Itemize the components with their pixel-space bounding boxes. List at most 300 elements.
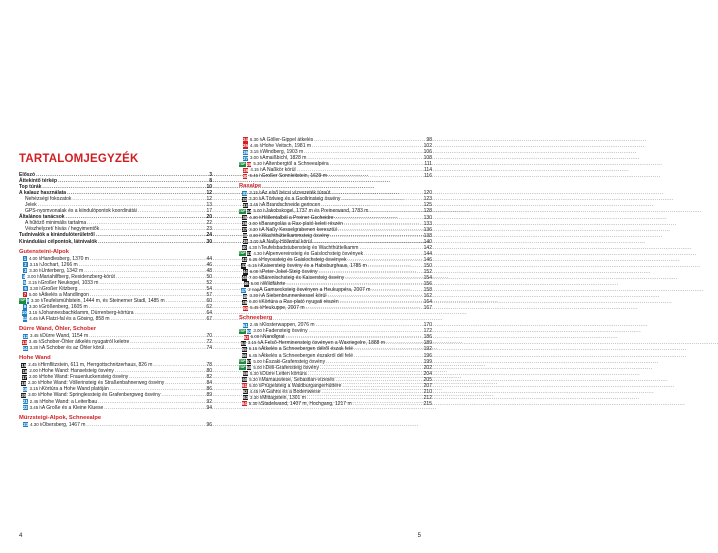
tour-duration: 2 nap xyxy=(248,287,260,293)
page-ref: 164 xyxy=(423,299,432,306)
page-number-left: 4 xyxy=(19,533,23,539)
tour-name: Obersberg, 1467 m xyxy=(42,421,86,428)
tour-duration: 3.30 h xyxy=(249,232,262,238)
page-ref: 152 xyxy=(423,268,432,275)
tour-number-badge: 25 xyxy=(243,143,248,149)
tour-duration: 6.25 h xyxy=(248,256,262,262)
tour-duration: 3.00 h xyxy=(27,273,40,279)
page-ref: 3 xyxy=(209,172,212,178)
tour-name: Amaißbichl, 1828 m xyxy=(262,155,307,162)
tour-name: Wildfährte xyxy=(262,281,286,288)
tour-duration: 5.00 h xyxy=(253,208,266,214)
tour-duration: 5.45 h xyxy=(250,305,263,311)
tour-number-badge: 19 xyxy=(22,386,28,392)
tour-name: A Große és a Kleine Kluese xyxy=(41,404,104,411)
tour-duration: 5.30 h xyxy=(253,161,266,167)
tour-name: Nandlgrat xyxy=(262,334,285,341)
page-ref: 120 xyxy=(423,190,432,197)
tour-duration: 3.45 h xyxy=(28,339,42,345)
top-badge: TOP xyxy=(239,161,246,166)
page-ref: 62 xyxy=(206,303,212,310)
entry-title: Kirándulási célpontok, látnivalók xyxy=(19,238,98,245)
tour-number-badge: 55 xyxy=(241,346,247,352)
tour-name: Höllentalból a Preiner Gscheidre xyxy=(261,214,334,221)
tour-number-badge: 61 xyxy=(242,383,248,389)
page-ref: 158 xyxy=(423,287,432,294)
tour-number-badge: 41 xyxy=(246,251,252,257)
tour-duration: 6.00 h xyxy=(249,299,262,305)
page-ref: 167 xyxy=(423,305,432,312)
entry-title: Jelek xyxy=(25,202,37,209)
page-ref: 116 xyxy=(424,173,432,180)
tour-number-badge: 47 xyxy=(241,287,247,293)
page-ref: 136 xyxy=(423,226,432,233)
tour-number-badge: 2 xyxy=(24,262,27,268)
tour-duration: 3.30 h xyxy=(250,394,263,400)
page-ref: 12 xyxy=(206,196,212,203)
page-ref: 12 xyxy=(206,190,212,197)
page-ref: 98 xyxy=(426,137,432,143)
tour-number-badge: 60 xyxy=(242,377,248,383)
tour-name: Hirnflitzstein, 611 m, Herrgottschnitzerhaus, 826 m xyxy=(40,362,153,369)
tour-duration: 3.15 h xyxy=(249,190,262,196)
page-ref: 44 xyxy=(206,255,212,262)
tour-number-badge: 5 xyxy=(23,280,26,286)
tour-duration: 3.00 h xyxy=(28,392,41,398)
tour-duration: 2.45 h xyxy=(29,398,43,404)
tour-number-badge: 31 xyxy=(242,190,248,196)
tour-name: Klosterwappen, 2076 m xyxy=(262,322,315,329)
dot-leader xyxy=(105,345,205,351)
tour-name: A Brandschneide gerincen xyxy=(261,202,321,209)
tour-number-badge: 8 xyxy=(26,298,29,304)
page-ref: 202 xyxy=(423,364,432,371)
page-ref: 106 xyxy=(423,149,432,156)
tour-duration: 3.15 h xyxy=(29,386,42,392)
tour-name: Fadensteig ösvény xyxy=(265,328,308,335)
page-ref: 10 xyxy=(206,184,212,191)
page-ref: 13 xyxy=(206,202,212,209)
page-ref: 57 xyxy=(206,291,212,298)
tour-duration: 3.15 h xyxy=(28,279,41,285)
tour-number-badge: 16 xyxy=(22,368,28,374)
page-ref: 144 xyxy=(423,250,432,257)
tour-duration: 3.00 h xyxy=(253,328,266,334)
page-ref: 64 xyxy=(206,309,212,316)
entry-title: Általános tanácsok xyxy=(19,214,65,221)
page-ref: 8 xyxy=(209,178,212,185)
tour-name: Bärenlochsteig és Kaisersteig ösvény xyxy=(261,274,345,281)
tour-number-badge: 57 xyxy=(246,358,252,364)
tour-number-badge: 4 xyxy=(22,274,26,280)
page-ref: 80 xyxy=(206,368,212,375)
tour-number-badge: 15 xyxy=(21,362,27,368)
tour-name: Mamauwiese, Sebastian-vízesés xyxy=(261,376,335,383)
page-ref: 150 xyxy=(423,262,432,269)
page-ref: 196 xyxy=(423,352,432,359)
tour-name: A Schober és az Öhler körül xyxy=(41,345,105,352)
tour-number-badge: 46 xyxy=(243,281,249,287)
tour-name: Körtúra a Rax-plató nyugati részén xyxy=(261,299,339,306)
tour-number-badge: 26 xyxy=(243,149,249,155)
tour-number-badge: 48 xyxy=(242,293,248,299)
page-ref: 102 xyxy=(423,143,432,150)
tour-name: Hohe Wand: Frauenluckensteig ösvény xyxy=(41,374,129,381)
toc-entry-tour[interactable] xyxy=(19,405,212,411)
tour-number-badge: 14 xyxy=(22,345,28,351)
page-ref: 189 xyxy=(423,340,432,347)
tour-number-badge: 27 xyxy=(243,155,249,161)
tour-duration: 5.00 h xyxy=(253,364,266,370)
page-ref: 94 xyxy=(206,404,212,411)
tour-number-badge: 12 xyxy=(23,333,29,339)
tour-name: Teufelsbadstubensteig és Wachthüttelkamm xyxy=(260,244,359,251)
tour-name: A Flatzi-fal és a Gösing, 858 m xyxy=(41,316,110,323)
tour-number-badge: 37 xyxy=(242,227,248,233)
tour-number-badge: 22 xyxy=(22,404,28,410)
page-ref: 156 xyxy=(423,281,432,288)
toc-entry-tour[interactable] xyxy=(19,345,212,351)
tour-name: Hohe Wand: Hanselsteig ösvény xyxy=(41,368,114,375)
tour-number-badge: 23 xyxy=(23,422,29,428)
tour-number-badge: 28 xyxy=(246,161,252,167)
toc-entry[interactable] xyxy=(19,239,212,245)
page-ref: 72 xyxy=(206,339,212,346)
tour-duration: 5.30 h xyxy=(249,376,262,382)
tour-duration: 2.45 h xyxy=(249,322,263,328)
tour-number-badge: 3 xyxy=(24,268,27,274)
tour-name: Dürre Wand, 1154 m xyxy=(42,333,89,340)
tour-duration: 3.30 h xyxy=(249,226,262,232)
tour-name: Wachthüttelkammsteig ösvény xyxy=(261,232,330,239)
tour-number-badge: 40 xyxy=(241,245,247,251)
tour-duration: 3.30 h xyxy=(249,293,262,299)
entry-title: Tudnivalók a kirándulóterületről xyxy=(19,232,95,239)
tour-duration: 4.45 h xyxy=(29,316,42,322)
toc-entry-tour[interactable] xyxy=(19,316,212,322)
section-heading: Dürre Wand, Öhler, Schober xyxy=(19,326,97,333)
tour-number-badge: 42 xyxy=(242,257,247,263)
tour-number-badge: 45 xyxy=(242,275,247,281)
dot-leader xyxy=(353,401,423,407)
tour-number-badge: 18 xyxy=(21,380,26,386)
tour-duration: 4.45 h xyxy=(249,388,262,394)
page-ref: 52 xyxy=(206,279,212,286)
tour-name: A Naßkör körül xyxy=(262,167,296,174)
page-ref: 67 xyxy=(206,316,212,323)
tour-name: Windberg, 1903 m xyxy=(262,149,304,156)
page-ref: 162 xyxy=(423,293,432,300)
top-badge: TOP xyxy=(239,251,246,256)
tour-number-badge: 39 xyxy=(242,239,248,245)
tour-number-badge: 36 xyxy=(242,220,248,226)
page-ref: 170 xyxy=(423,322,432,329)
tour-duration: 6.15 h xyxy=(248,346,261,352)
page-ref: 108 xyxy=(423,155,432,162)
tour-name: A Siebenbrunnenkessel körül xyxy=(261,293,327,300)
tour-duration: 4.00 h xyxy=(28,255,42,261)
entry-title: Top túrák xyxy=(19,184,42,191)
tour-name: Átkelés a Schneebergen délről észak felé xyxy=(260,346,353,353)
page-ref: 82 xyxy=(206,374,212,381)
page-ref: 20 xyxy=(206,214,212,221)
tour-duration: 5.00 h xyxy=(28,291,42,297)
page-ref: 89 xyxy=(206,392,212,399)
page-ref: 123 xyxy=(423,196,432,203)
page-ref: 30 xyxy=(206,238,212,245)
top-badge: TOP xyxy=(239,328,246,333)
page-ref: 215 xyxy=(423,400,432,407)
tour-duration: 5.00 h xyxy=(250,281,263,287)
toc-entry-tour[interactable] xyxy=(239,305,432,311)
dot-leader xyxy=(104,405,205,411)
tour-name: Hoyossteig és Gaislochsteig ösvények xyxy=(261,256,347,263)
tour-duration: 2.00 h xyxy=(29,368,42,374)
tour-duration: 4.30 h xyxy=(253,250,266,256)
page-ref: 74 xyxy=(206,345,212,352)
page-ref: 142 xyxy=(423,244,432,251)
page-ref: 133 xyxy=(423,220,432,227)
tour-duration: 5.00 h xyxy=(249,382,262,388)
tour-name: Großer Neukogel, 1033 m xyxy=(40,279,99,286)
page-ref: 78 xyxy=(206,362,212,369)
tour-duration: 5.45 h xyxy=(249,173,262,179)
top-badge: TOP xyxy=(19,298,26,303)
entry-title: Vészhelyzet/ hívás / hegyimentők xyxy=(25,226,100,233)
tour-name: Handlesberg, 1370 m xyxy=(41,255,89,262)
tour-duration: 3.45 h xyxy=(30,333,43,339)
tour-name: Hohe Wand: a Leiterlbau xyxy=(42,398,98,405)
section-heading: Schneeberg xyxy=(239,315,273,322)
tour-number-badge: 29 xyxy=(243,167,249,173)
tour-name: Mittagstein, 1301 m xyxy=(262,394,306,401)
tour-name: Johannesbachklamm, Dürrenberg-körtúra xyxy=(41,309,134,316)
tour-duration: 3.45 h xyxy=(249,202,262,208)
tour-duration: 5.30 h xyxy=(248,400,261,406)
tour-number-badge: 35 xyxy=(242,214,248,220)
tour-name: Körtúra a Hohe Wand platóján xyxy=(41,386,109,393)
page-number-right: 5 xyxy=(417,533,421,539)
tour-duration: 7.00 h xyxy=(248,274,262,280)
tour-duration: 6.00 h xyxy=(250,334,263,340)
tour-number-badge: 54 xyxy=(241,340,246,346)
page-ref: 205 xyxy=(423,376,432,383)
page-ref: 138 xyxy=(423,232,432,239)
tour-duration: 4.45 h xyxy=(249,143,263,149)
tour-name: A Gamsecksteig ösvényen a Heukuppéra, 2007 m xyxy=(259,287,371,294)
page-ref: 192 xyxy=(423,346,432,353)
page-ref: 17 xyxy=(206,208,212,215)
tour-name: Mariahilfberg, Residenzberg-körút xyxy=(39,273,115,280)
page-ref: 54 xyxy=(206,285,212,292)
tour-name: A Törlweg és a Gsollrinsteig ösvény xyxy=(261,196,341,203)
tour-duration: 3.15 h xyxy=(250,149,263,155)
tour-number-badge: 7 xyxy=(23,292,27,298)
page-ref: 172 xyxy=(423,328,432,335)
page-ref: 96 xyxy=(206,421,212,428)
tour-duration: 6.45 h xyxy=(248,352,261,358)
tour-name: Az első bécsi vízvezeték túraút xyxy=(261,190,331,197)
tour-number-badge: 9 xyxy=(23,304,27,310)
toc-entry-tour[interactable] xyxy=(19,422,212,428)
top-badge: TOP xyxy=(239,365,246,370)
tour-number-badge: 56 xyxy=(241,352,247,358)
tour-name: Heukuppe, 2007 m xyxy=(262,305,305,312)
entry-title: Áttekintő térkép xyxy=(19,178,58,185)
page-ref: 210 xyxy=(423,388,432,395)
page-ref: 199 xyxy=(423,358,432,365)
tour-duration: 4.30 h xyxy=(30,421,43,427)
tour-duration: 6.15 h xyxy=(248,262,261,268)
tour-number-badge: 13 xyxy=(22,339,27,345)
dot-leader xyxy=(86,422,205,428)
tour-name: Hohe Wand: Völlerinsteig és Straßenbahnerweg ösvény xyxy=(40,380,165,387)
tour-number-badge: 34 xyxy=(246,208,252,214)
tour-name: Hohe Veitsch, 1981 m xyxy=(262,143,312,150)
tour-name: Hohe Wand: Springlessteig és Grafenbergweg ösvény xyxy=(40,392,161,399)
tour-name: Stadelwand, 1407 m, Hochgang, 1217 m xyxy=(261,400,352,407)
tour-number-badge: 49 xyxy=(242,299,248,305)
tour-number-badge: 17 xyxy=(22,374,27,380)
tour-duration: 3.15 h xyxy=(28,309,42,315)
tour-name: A Gahns és a Bodenwiese xyxy=(261,388,321,395)
tour-duration: 3.00 h xyxy=(250,155,263,161)
tour-number-badge: 11 xyxy=(22,316,28,322)
tour-duration: 3.30 h xyxy=(29,303,42,309)
tour-name: A Göller-Gippel átkelés xyxy=(262,137,314,143)
entry-title: A hűtöző minimális tartalma xyxy=(25,220,87,227)
page-ref: 70 xyxy=(206,333,212,340)
left-toc-column xyxy=(19,172,212,428)
tour-number-badge: 21 xyxy=(22,398,28,404)
tour-name: Großer Sonnleitstein, 1639 m xyxy=(261,173,327,180)
tour-number-badge: 59 xyxy=(243,371,248,377)
tour-number-badge: 62 xyxy=(242,389,248,395)
tour-name: A Naßy Kesselgrabenen keresztül xyxy=(261,226,337,233)
tour-name: Jakobskogel, 1737 m és Preinerwand, 1783 m xyxy=(265,208,369,215)
tour-number-badge: 51 xyxy=(242,322,248,328)
page-ref: 207 xyxy=(423,382,432,389)
tour-name: Prügelsteig a Waldburgangerhüttére xyxy=(261,382,342,389)
tour-number-badge: 43 xyxy=(241,263,247,269)
tour-number-badge: 10 xyxy=(21,310,27,316)
tour-duration: 4.30 h xyxy=(249,214,262,220)
tour-duration: 4.15 h xyxy=(250,167,263,173)
page-ref: 125 xyxy=(423,202,432,209)
tour-duration: 3.30 h xyxy=(29,267,42,273)
tour-name: Kaisersteig ösvény és a Habsburghaus, 1785 m xyxy=(260,262,367,269)
tour-name: Großer Kitzberg xyxy=(41,285,78,292)
tour-name: Jochart, 1266 m xyxy=(41,261,78,268)
right-page xyxy=(220,0,440,553)
tour-name: Unterberg, 1342 m xyxy=(41,267,84,274)
toc-entry-tour[interactable] xyxy=(239,173,432,179)
tour-duration: 3.00 h xyxy=(249,220,262,226)
page-ref: 92 xyxy=(206,398,212,405)
tour-name: Dürre Leiten körtúra xyxy=(262,370,307,377)
tour-duration: 3.30 h xyxy=(29,285,42,291)
page-ref: 128 xyxy=(423,208,432,215)
entry-title: GPS-nyomvonalak és a kiindulópontok koordinátái xyxy=(25,208,137,215)
tour-number-badge: 63 xyxy=(243,395,249,401)
tour-number-badge: 58 xyxy=(246,365,252,371)
tour-number-badge: 52 xyxy=(246,328,252,334)
tour-number-badge: 44 xyxy=(242,269,248,275)
page-ref: 22 xyxy=(206,220,212,227)
tour-duration: 6.00 h xyxy=(249,268,262,274)
tour-duration: 3.15 h xyxy=(247,340,261,346)
tour-number-badge: 64 xyxy=(241,401,247,407)
entry-title: A kalauz használata xyxy=(19,190,67,197)
tour-duration: 3.00 h xyxy=(249,238,263,244)
page-ref: 146 xyxy=(423,256,432,263)
tour-number-badge: 33 xyxy=(242,202,248,208)
tour-number-badge: 30 xyxy=(242,173,248,179)
dot-leader xyxy=(306,305,423,311)
right-toc-column xyxy=(239,137,432,407)
tour-name: Barangolás a Rax-plató keleti részén xyxy=(261,220,343,227)
tour-duration: 2.00 h xyxy=(28,374,42,380)
page-ref: 60 xyxy=(206,297,212,304)
tour-name: Átkelés a Schneebergen északról dél felé xyxy=(260,352,353,359)
tour-number-badge: 53 xyxy=(243,334,249,340)
page-ref: 212 xyxy=(423,394,432,401)
tour-name: Peter-Jokel-Steig ösvény xyxy=(261,268,318,275)
dot-leader xyxy=(328,173,423,179)
tour-duration: 5.30 h xyxy=(249,137,263,142)
top-badge: TOP xyxy=(239,208,246,213)
toc-title: TARTALOMJEGYZÉK xyxy=(19,153,139,165)
tour-duration: 3.30 h xyxy=(249,196,262,202)
tour-name: Teufelsmühlstein, 1444 m, és Steinerner Stadl, 1485 m xyxy=(43,297,165,304)
page-ref: 86 xyxy=(206,386,212,393)
tour-name: Schober-Öhler átkelés nyugatról keletre xyxy=(41,339,130,346)
section-heading: Raxalpe xyxy=(239,183,262,190)
tour-duration: 3.30 h xyxy=(30,297,44,303)
page-ref: 111 xyxy=(424,161,432,168)
tour-number-badge: 20 xyxy=(21,392,27,398)
tour-duration: 3.15 h xyxy=(29,261,42,267)
tour-duration: 5.30 h xyxy=(250,370,263,376)
page-ref: 84 xyxy=(206,380,212,387)
dot-leader xyxy=(111,316,206,322)
tour-name: Alpenvereinsteig és Gaislochsteig ösvények xyxy=(265,250,364,257)
tour-name: Größenberg, 1605 m xyxy=(41,303,88,310)
tour-number-badge: 32 xyxy=(242,196,248,202)
tour-number-badge: 38 xyxy=(242,233,248,239)
tour-name: A Naßy-Höllental körül xyxy=(262,238,312,245)
toc-entry-tour[interactable] xyxy=(239,401,432,407)
section-heading: Mürzsteigi-Alpok, Schneealpe xyxy=(19,414,102,421)
page-ref: 23 xyxy=(206,226,212,233)
tour-duration: 3.30 h xyxy=(29,345,42,351)
tour-name: Északi-Grafensteig ösvény xyxy=(265,358,326,365)
tour-name: Déli-Grafensteig ösvény xyxy=(265,364,319,371)
section-heading: Gutensteini-Alpok xyxy=(19,248,69,255)
section-heading: Hohe Wand xyxy=(19,355,51,362)
tour-duration: 4.30 h xyxy=(248,244,261,250)
tour-duration: 3.45 h xyxy=(29,404,42,410)
entry-title: Nehézségi fokozatok xyxy=(25,196,72,203)
page-ref: 140 xyxy=(423,238,432,245)
tour-name: Altenbergtöl a Schneealpéra xyxy=(265,161,329,168)
dot-leader xyxy=(98,239,205,245)
page-ref: 114 xyxy=(424,167,432,174)
page-ref: 50 xyxy=(206,273,212,280)
page-ref: 130 xyxy=(423,214,432,221)
page-ref: 46 xyxy=(206,261,212,268)
tour-number-badge: 24 xyxy=(243,137,248,143)
